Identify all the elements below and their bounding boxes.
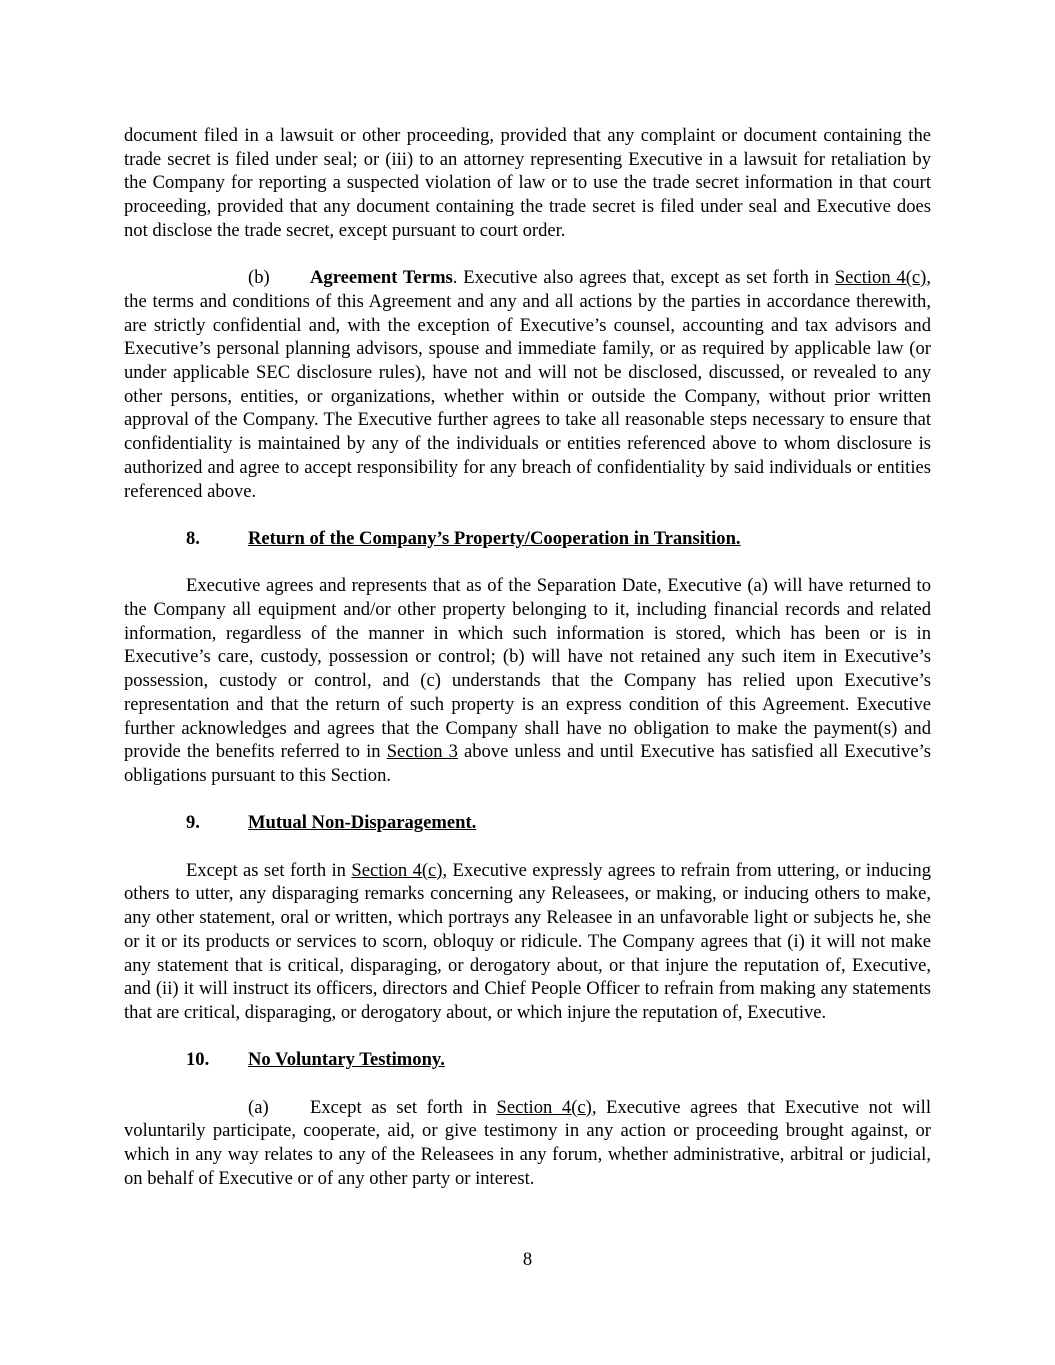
section-9-paragraph — [124, 859, 931, 1025]
section-10a-body-before: Except as set forth in — [310, 1096, 497, 1118]
section-9-heading — [124, 811, 931, 835]
section-10a-label: (a) — [248, 1096, 269, 1118]
section-4c-reference: Section 4(c) — [834, 267, 927, 289]
page-number: 8 — [522, 1249, 533, 1270]
section-8-heading — [124, 527, 931, 551]
section-8-number: 8. — [186, 527, 200, 549]
continuation-paragraph: document filed in a lawsuit or other proceeding, provided that any complaint or document containing the trade secret is filed under seal; or (iii) to an attorney representing Executive in a lawsuit for retaliation by the Company for reporting a suspected violation of law or to use the trade secret information in that court proceeding, provided that any document containing the trade secret is filed under seal and Executive does not disclose the trade secret, except pursuant to court order. — [124, 125, 931, 241]
section-4c-reference: Section 4(c) — [496, 1096, 592, 1118]
subsection-b-intro: . Executive also agrees that, except as set forth in — [452, 267, 835, 289]
section-4c-reference: Section 4(c) — [351, 859, 443, 881]
section-9-body-before: Except as set forth in — [186, 859, 352, 881]
section-10-number: 10. — [186, 1049, 210, 1071]
section-9-title: Mutual Non-Disparagement. — [248, 812, 477, 834]
section-9-body-after: , Executive expressly agrees to refrain from uttering, or inducing others to utter, any disparaging remarks concerning any Releasees, or making, or inducing others to make, any other statement, oral or written, which portrays any Releasee in an unfavorable light or subjects he, she or it or its products or services to scorn, obloquy or ridicule. The Company agrees that (i) it will not make any statement that is critical, disparaging, or derogatory about, or that injure the reputation of, Executive, and (ii) it will instruct its officers, directors and Chief People Officer to refrain from making any statements that are critical, disparaging, or derogatory about, or which injure the reputation of, Executive. — [124, 859, 931, 1023]
section-8-title: Return of the Company’s Property/Cooperation in Transition. — [248, 527, 741, 549]
section-10-title: No Voluntary Testimony. — [248, 1049, 445, 1071]
section-10a-paragraph — [124, 1096, 931, 1191]
section-8-body-after: above unless and until Executive has satisfied all Executive’s obligations pursuant to this Section. — [124, 741, 932, 786]
subsection-b-heading: Agreement Terms — [310, 267, 453, 289]
section-10-heading — [124, 1048, 931, 1072]
subsection-b-label: (b) — [248, 267, 270, 289]
section-3-reference: Section 3 — [386, 741, 458, 763]
section-8-body-before: Executive agrees and represents that as of the Separation Date, Executive (a) will have returned to the Company all equipment and/or other property belonging to it, including financial records and related information, regardless of the manner in which such information is stored, which has been or is in Executive’s care, custody, possession or control; (b) will have not retained any such item in Executive’s possession, custody or control, and (c) understands that the Company has relied upon Executive’s representation and that the return of such property is an express condition of this Agreement. Executive further acknowledges and agrees that the Company shall have no obligation to make the payment(s) and provide the benefits referred to in — [124, 575, 931, 763]
section-10a-body-after: , Executive agrees that Executive not will voluntarily participate, cooperate, aid, or give testimony in any action or proceeding brought against, or which in any way relates to any of the Releasees in any forum, whether administrative, arbitral or judicial, on behalf of Executive or of any other party or interest. — [124, 1096, 931, 1189]
subsection-b-body: , the terms and conditions of this Agreement and any and all actions by the parties in accordance therewith, are strictly confidential and, with the exception of Executive’s counsel, accounting and tax advisors and Executive’s personal planning advisors, spouse and immediate family, or as required by applicable law (or under applicable SEC disclosure rules), have not and will not be disclosed, discussed, or revealed to any other persons, entities, or organizations, whether within or outside the Company, without prior written approval of the Company. The Executive further agrees to take all reasonable steps necessary to ensure that confidentiality is maintained by any of the individuals or entities referenced above to whom disclosure is authorized and agree to accept responsibility for any breach of confidentiality by said individuals or entities referenced above. — [124, 267, 931, 502]
subsection-b-paragraph — [124, 266, 931, 503]
section-9-number: 9. — [186, 812, 200, 834]
section-8-paragraph — [124, 574, 931, 787]
document-page — [124, 124, 931, 1191]
